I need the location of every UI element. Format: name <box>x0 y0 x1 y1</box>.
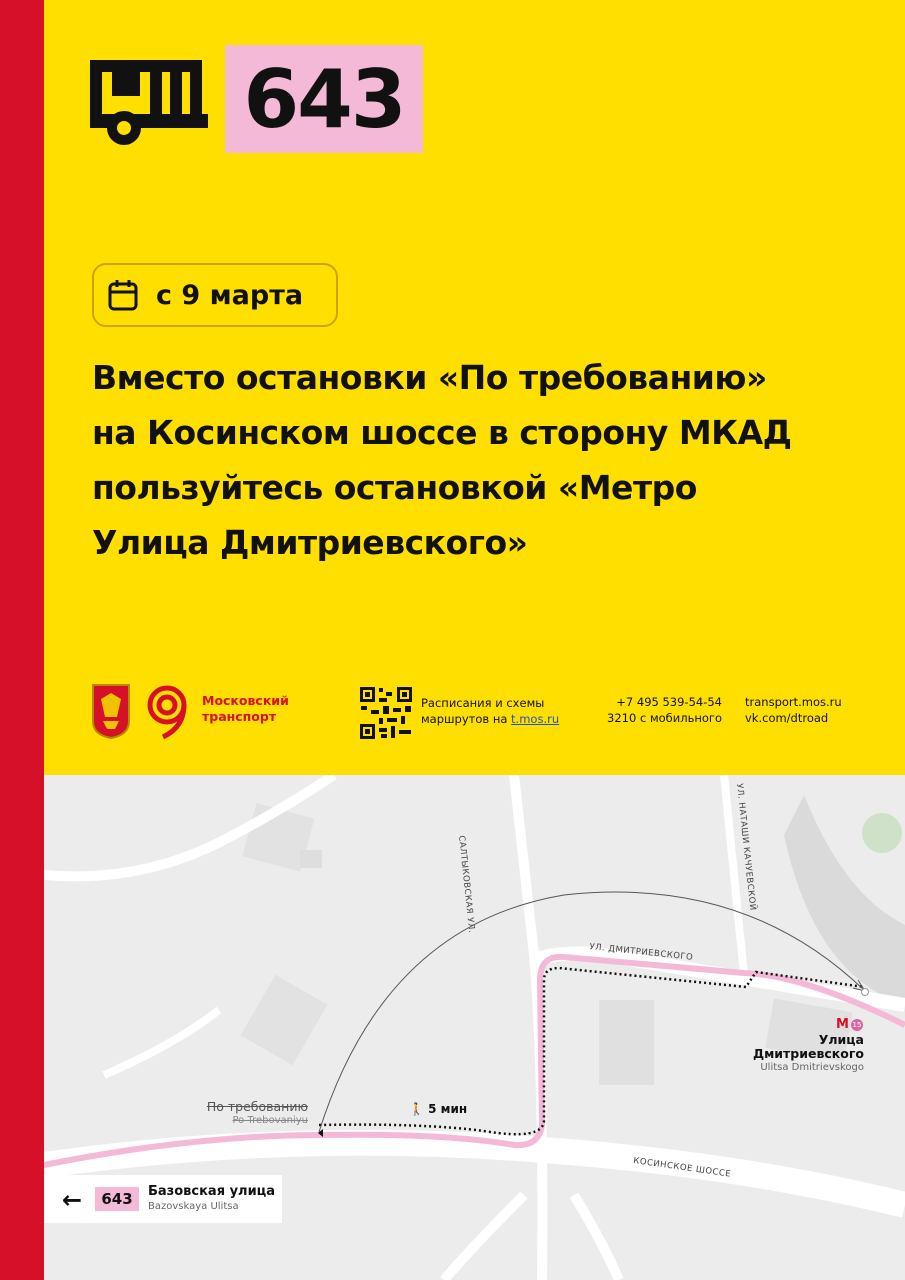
street-label-dmitrievskogo: УЛ. ДМИТРИЕВСКОГО <box>588 942 694 963</box>
phone-contacts <box>590 694 722 726</box>
brand-name <box>202 693 312 725</box>
walking-person-icon: 🚶 <box>409 1102 424 1116</box>
vk-link[interactable]: vk.com/dtroad <box>745 711 829 725</box>
destination-name: Базовская улица <box>148 1184 276 1199</box>
moscow-transport-logo <box>145 683 191 739</box>
qr-code[interactable] <box>359 686 413 740</box>
tmos-link[interactable]: t.mos.ru <box>511 712 560 726</box>
date-pill <box>92 263 338 327</box>
metro-icon: M <box>836 1017 849 1032</box>
notice-line: Вместо остановки «По требованию» <box>92 358 767 397</box>
old-stop-label <box>196 1100 308 1128</box>
red-side-bar <box>0 0 44 1280</box>
brand-line: транспорт <box>202 709 277 724</box>
street-label-saltykovskaya: САЛТЫКОВСКАЯ УЛ. <box>456 835 477 934</box>
web-contacts <box>745 694 842 726</box>
new-stop-translit: Ulitsa Dmitrievskogo <box>760 1062 864 1073</box>
qr-caption-line <box>421 711 591 727</box>
qr-caption <box>421 695 591 727</box>
notice-line: Улица Дмитриевского» <box>92 523 528 562</box>
new-stop-name: Улица Дмитриевского <box>752 1032 864 1061</box>
new-stop-label <box>732 1033 864 1075</box>
route-number-badge: 643 <box>225 45 423 153</box>
metro-line-badge: 15 <box>852 1021 862 1029</box>
walk-time <box>409 1102 467 1116</box>
destination-route-badge: 643 <box>95 1187 139 1211</box>
destination-translit: Bazovskaya Ulitsa <box>148 1201 239 1212</box>
notice-line: на Косинском шоссе в сторону МКАД <box>92 413 792 452</box>
old-stop-translit: Po Trebovaniyu <box>232 1115 308 1126</box>
old-stop-name: По требованию <box>206 1099 308 1114</box>
street-label-natashi: УЛ. НАТАШИ КАЧУЕВСКОЙ <box>734 783 758 912</box>
notice-line: пользуйтесь остановкой «Метро <box>92 468 697 507</box>
walk-time-text: 5 мин <box>428 1102 468 1116</box>
bus-icon <box>90 52 208 148</box>
brand-line: Московский <box>202 693 289 708</box>
calendar-icon <box>108 279 138 311</box>
street-label-kosinskoe: КОСИНСКОЕ ШОССЕ <box>632 1156 732 1180</box>
notice-text <box>92 350 852 570</box>
moscow-coat-of-arms-logo <box>91 683 131 739</box>
qr-caption-line: Расписания и схемы <box>421 696 545 710</box>
qr-caption-prefix: маршрутов на <box>421 712 512 726</box>
phone-number[interactable]: +7 495 539-54-54 <box>616 695 722 709</box>
effective-date: с 9 марта <box>156 279 304 311</box>
website-link[interactable]: transport.mos.ru <box>745 695 842 709</box>
short-number: 3210 с мобильного <box>607 711 722 725</box>
arrow-left-icon: ← <box>62 1186 83 1214</box>
